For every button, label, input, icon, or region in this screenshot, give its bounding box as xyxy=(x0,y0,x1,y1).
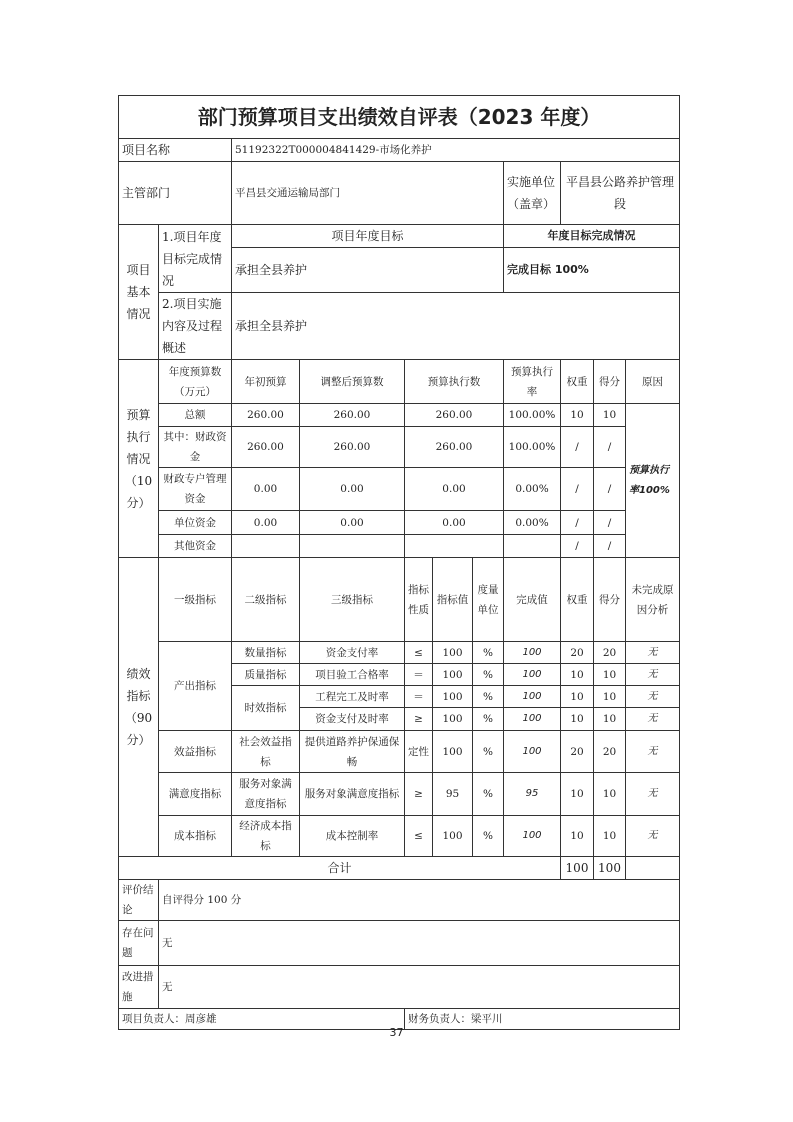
budget-header: 权重 xyxy=(561,360,594,404)
budget-row-name: 单位资金 xyxy=(159,511,232,535)
level3: 工程完工及时率 xyxy=(300,686,405,708)
total-label: 合计 xyxy=(119,857,561,880)
budget-weight: / xyxy=(561,535,594,558)
weight: 10 xyxy=(561,708,594,731)
perf-header: 三级指标 xyxy=(300,558,405,642)
perf-header: 指标值 xyxy=(433,558,473,642)
improvements-text: 无 xyxy=(159,966,680,1009)
performance-label: 绩效指标（90分） xyxy=(119,558,159,857)
budget-initial xyxy=(232,535,300,558)
project-name: 51192322T000004841429-市场化养护 xyxy=(232,139,680,162)
budget-row xyxy=(119,404,680,427)
problems-text: 无 xyxy=(159,921,680,966)
budget-weight: / xyxy=(561,427,594,468)
nature: 定性 xyxy=(405,731,433,773)
level2: 质量指标 xyxy=(232,664,300,686)
budget-row-name: 财政专户管理资金 xyxy=(159,468,232,511)
finance-lead: 财务负责人：梁平川 xyxy=(405,1009,680,1030)
budget-score: / xyxy=(594,468,626,511)
basic-label: 项目基本情况 xyxy=(119,225,159,360)
budget-rate: 0.00% xyxy=(504,468,561,511)
budget-row-name: 总额 xyxy=(159,404,232,427)
actual-value: 100 xyxy=(504,708,561,731)
unit: % xyxy=(473,731,504,773)
budget-rate: 0.00% xyxy=(504,511,561,535)
weight: 20 xyxy=(561,731,594,773)
budget-weight: / xyxy=(561,468,594,511)
budget-adjusted: 260.00 xyxy=(300,427,405,468)
perf-row xyxy=(119,731,680,773)
score: 20 xyxy=(594,642,626,664)
project-name-label: 项目名称 xyxy=(119,139,232,162)
improvements-label: 改进措施 xyxy=(119,966,159,1009)
perf-header: 权重 xyxy=(561,558,594,642)
completion-header: 年度目标完成情况 xyxy=(504,225,680,248)
level3: 成本控制率 xyxy=(300,816,405,857)
unit: % xyxy=(473,773,504,816)
reason: 无 xyxy=(626,816,680,857)
goal-value: 承担全县养护 xyxy=(232,248,504,293)
budget-rate: 100.00% xyxy=(504,427,561,468)
level3: 资金支付率 xyxy=(300,642,405,664)
level1: 成本指标 xyxy=(159,816,232,857)
budget-row-name: 其中：财政资金 xyxy=(159,427,232,468)
impl-value: 承担全县养护 xyxy=(232,293,680,360)
budget-score: 10 xyxy=(594,404,626,427)
budget-header: 调整后预算数 xyxy=(300,360,405,404)
budget-initial: 0.00 xyxy=(232,511,300,535)
budget-header: 预算执行率 xyxy=(504,360,561,404)
budget-executed: 260.00 xyxy=(405,404,504,427)
budget-header: 原因 xyxy=(626,360,680,404)
actual-value: 95 xyxy=(504,773,561,816)
budget-adjusted: 260.00 xyxy=(300,404,405,427)
level2: 经济成本指标 xyxy=(232,816,300,857)
reason: 无 xyxy=(626,773,680,816)
budget-row xyxy=(119,468,680,511)
level3: 项目验工合格率 xyxy=(300,664,405,686)
level3: 服务对象满意度指标 xyxy=(300,773,405,816)
conclusion-text: 自评得分 100 分 xyxy=(159,880,680,921)
perf-header: 度量单位 xyxy=(473,558,504,642)
budget-label: 预算执行情况（10分） xyxy=(119,360,159,558)
completion-value: 完成目标 100% xyxy=(504,248,680,293)
actual-value: 100 xyxy=(504,664,561,686)
level2: 服务对象满意度指标 xyxy=(232,773,300,816)
budget-row xyxy=(119,535,680,558)
target-value: 100 xyxy=(433,664,473,686)
budget-initial: 260.00 xyxy=(232,427,300,468)
target-value: 95 xyxy=(433,773,473,816)
weight: 10 xyxy=(561,686,594,708)
reason: 无 xyxy=(626,664,680,686)
unit: % xyxy=(473,816,504,857)
target-value: 100 xyxy=(433,731,473,773)
perf-header: 一级指标 xyxy=(159,558,232,642)
weight: 20 xyxy=(561,642,594,664)
budget-score: / xyxy=(594,535,626,558)
actual-value: 100 xyxy=(504,686,561,708)
budget-executed: 0.00 xyxy=(405,511,504,535)
total-reason xyxy=(626,857,680,880)
nature: ≤ xyxy=(405,816,433,857)
budget-row xyxy=(119,511,680,535)
target-value: 100 xyxy=(433,686,473,708)
budget-header: 预算执行数 xyxy=(405,360,504,404)
level3: 提供道路养护保通保畅 xyxy=(300,731,405,773)
page-title: 部门预算项目支出绩效自评表（2023 年度） xyxy=(119,96,680,139)
nature: ＝ xyxy=(405,686,433,708)
impl-unit-label: 实施单位（盖章） xyxy=(504,162,561,225)
perf-row xyxy=(119,642,680,664)
budget-row-name: 其他资金 xyxy=(159,535,232,558)
perf-header: 指标性质 xyxy=(405,558,433,642)
budget-weight: / xyxy=(561,511,594,535)
budget-rate: 100.00% xyxy=(504,404,561,427)
weight: 10 xyxy=(561,773,594,816)
level1: 效益指标 xyxy=(159,731,232,773)
score: 20 xyxy=(594,731,626,773)
actual-value: 100 xyxy=(504,731,561,773)
unit: % xyxy=(473,686,504,708)
dept-label: 主管部门 xyxy=(119,162,232,225)
total-weight: 100 xyxy=(561,857,594,880)
perf-row xyxy=(119,816,680,857)
conclusion-label: 评价结论 xyxy=(119,880,159,921)
nature: ＝ xyxy=(405,664,433,686)
budget-header: 年初预算 xyxy=(232,360,300,404)
budget-initial: 260.00 xyxy=(232,404,300,427)
perf-header: 得分 xyxy=(594,558,626,642)
budget-score: / xyxy=(594,427,626,468)
budget-reason: 预算执行率100% xyxy=(626,404,680,558)
nature: ≥ xyxy=(405,773,433,816)
unit: % xyxy=(473,664,504,686)
budget-weight: 10 xyxy=(561,404,594,427)
nature: ≥ xyxy=(405,708,433,731)
budget-score: / xyxy=(594,511,626,535)
level1: 满意度指标 xyxy=(159,773,232,816)
budget-rate xyxy=(504,535,561,558)
score: 10 xyxy=(594,664,626,686)
budget-executed: 260.00 xyxy=(405,427,504,468)
perf-header: 完成值 xyxy=(504,558,561,642)
impl-unit-value: 平昌县公路养护管理段 xyxy=(561,162,680,225)
perf-header: 二级指标 xyxy=(232,558,300,642)
score: 10 xyxy=(594,773,626,816)
actual-value: 100 xyxy=(504,642,561,664)
actual-value: 100 xyxy=(504,816,561,857)
page-number: 37 xyxy=(389,1026,404,1039)
budget-adjusted xyxy=(300,535,405,558)
level1: 产出指标 xyxy=(159,642,232,731)
unit: % xyxy=(473,708,504,731)
budget-adjusted: 0.00 xyxy=(300,468,405,511)
self-evaluation-table xyxy=(118,95,680,1030)
perf-row xyxy=(119,773,680,816)
budget-executed: 0.00 xyxy=(405,468,504,511)
project-lead: 项目负责人：周彦雄 xyxy=(119,1009,405,1030)
goal-label: 1.项目年度目标完成情况 xyxy=(159,225,232,293)
budget-row xyxy=(119,427,680,468)
weight: 10 xyxy=(561,664,594,686)
score: 10 xyxy=(594,816,626,857)
total-score: 100 xyxy=(594,857,626,880)
budget-header: 得分 xyxy=(594,360,626,404)
weight: 10 xyxy=(561,816,594,857)
level2: 社会效益指标 xyxy=(232,731,300,773)
perf-header: 未完成原因分析 xyxy=(626,558,680,642)
reason: 无 xyxy=(626,642,680,664)
impl-label: 2.项目实施内容及过程概述 xyxy=(159,293,232,360)
reason: 无 xyxy=(626,708,680,731)
reason: 无 xyxy=(626,731,680,773)
level3: 资金支付及时率 xyxy=(300,708,405,731)
budget-adjusted: 0.00 xyxy=(300,511,405,535)
dept-value: 平昌县交通运输局部门 xyxy=(232,162,504,225)
nature: ≤ xyxy=(405,642,433,664)
reason: 无 xyxy=(626,686,680,708)
unit: % xyxy=(473,642,504,664)
score: 10 xyxy=(594,686,626,708)
target-value: 100 xyxy=(433,708,473,731)
problems-label: 存在问题 xyxy=(119,921,159,966)
budget-executed xyxy=(405,535,504,558)
target-value: 100 xyxy=(433,816,473,857)
budget-header: 年度预算数（万元） xyxy=(159,360,232,404)
budget-initial: 0.00 xyxy=(232,468,300,511)
score: 10 xyxy=(594,708,626,731)
target-value: 100 xyxy=(433,642,473,664)
goal-header: 项目年度目标 xyxy=(232,225,504,248)
level2: 数量指标 xyxy=(232,642,300,664)
level2: 时效指标 xyxy=(232,686,300,731)
